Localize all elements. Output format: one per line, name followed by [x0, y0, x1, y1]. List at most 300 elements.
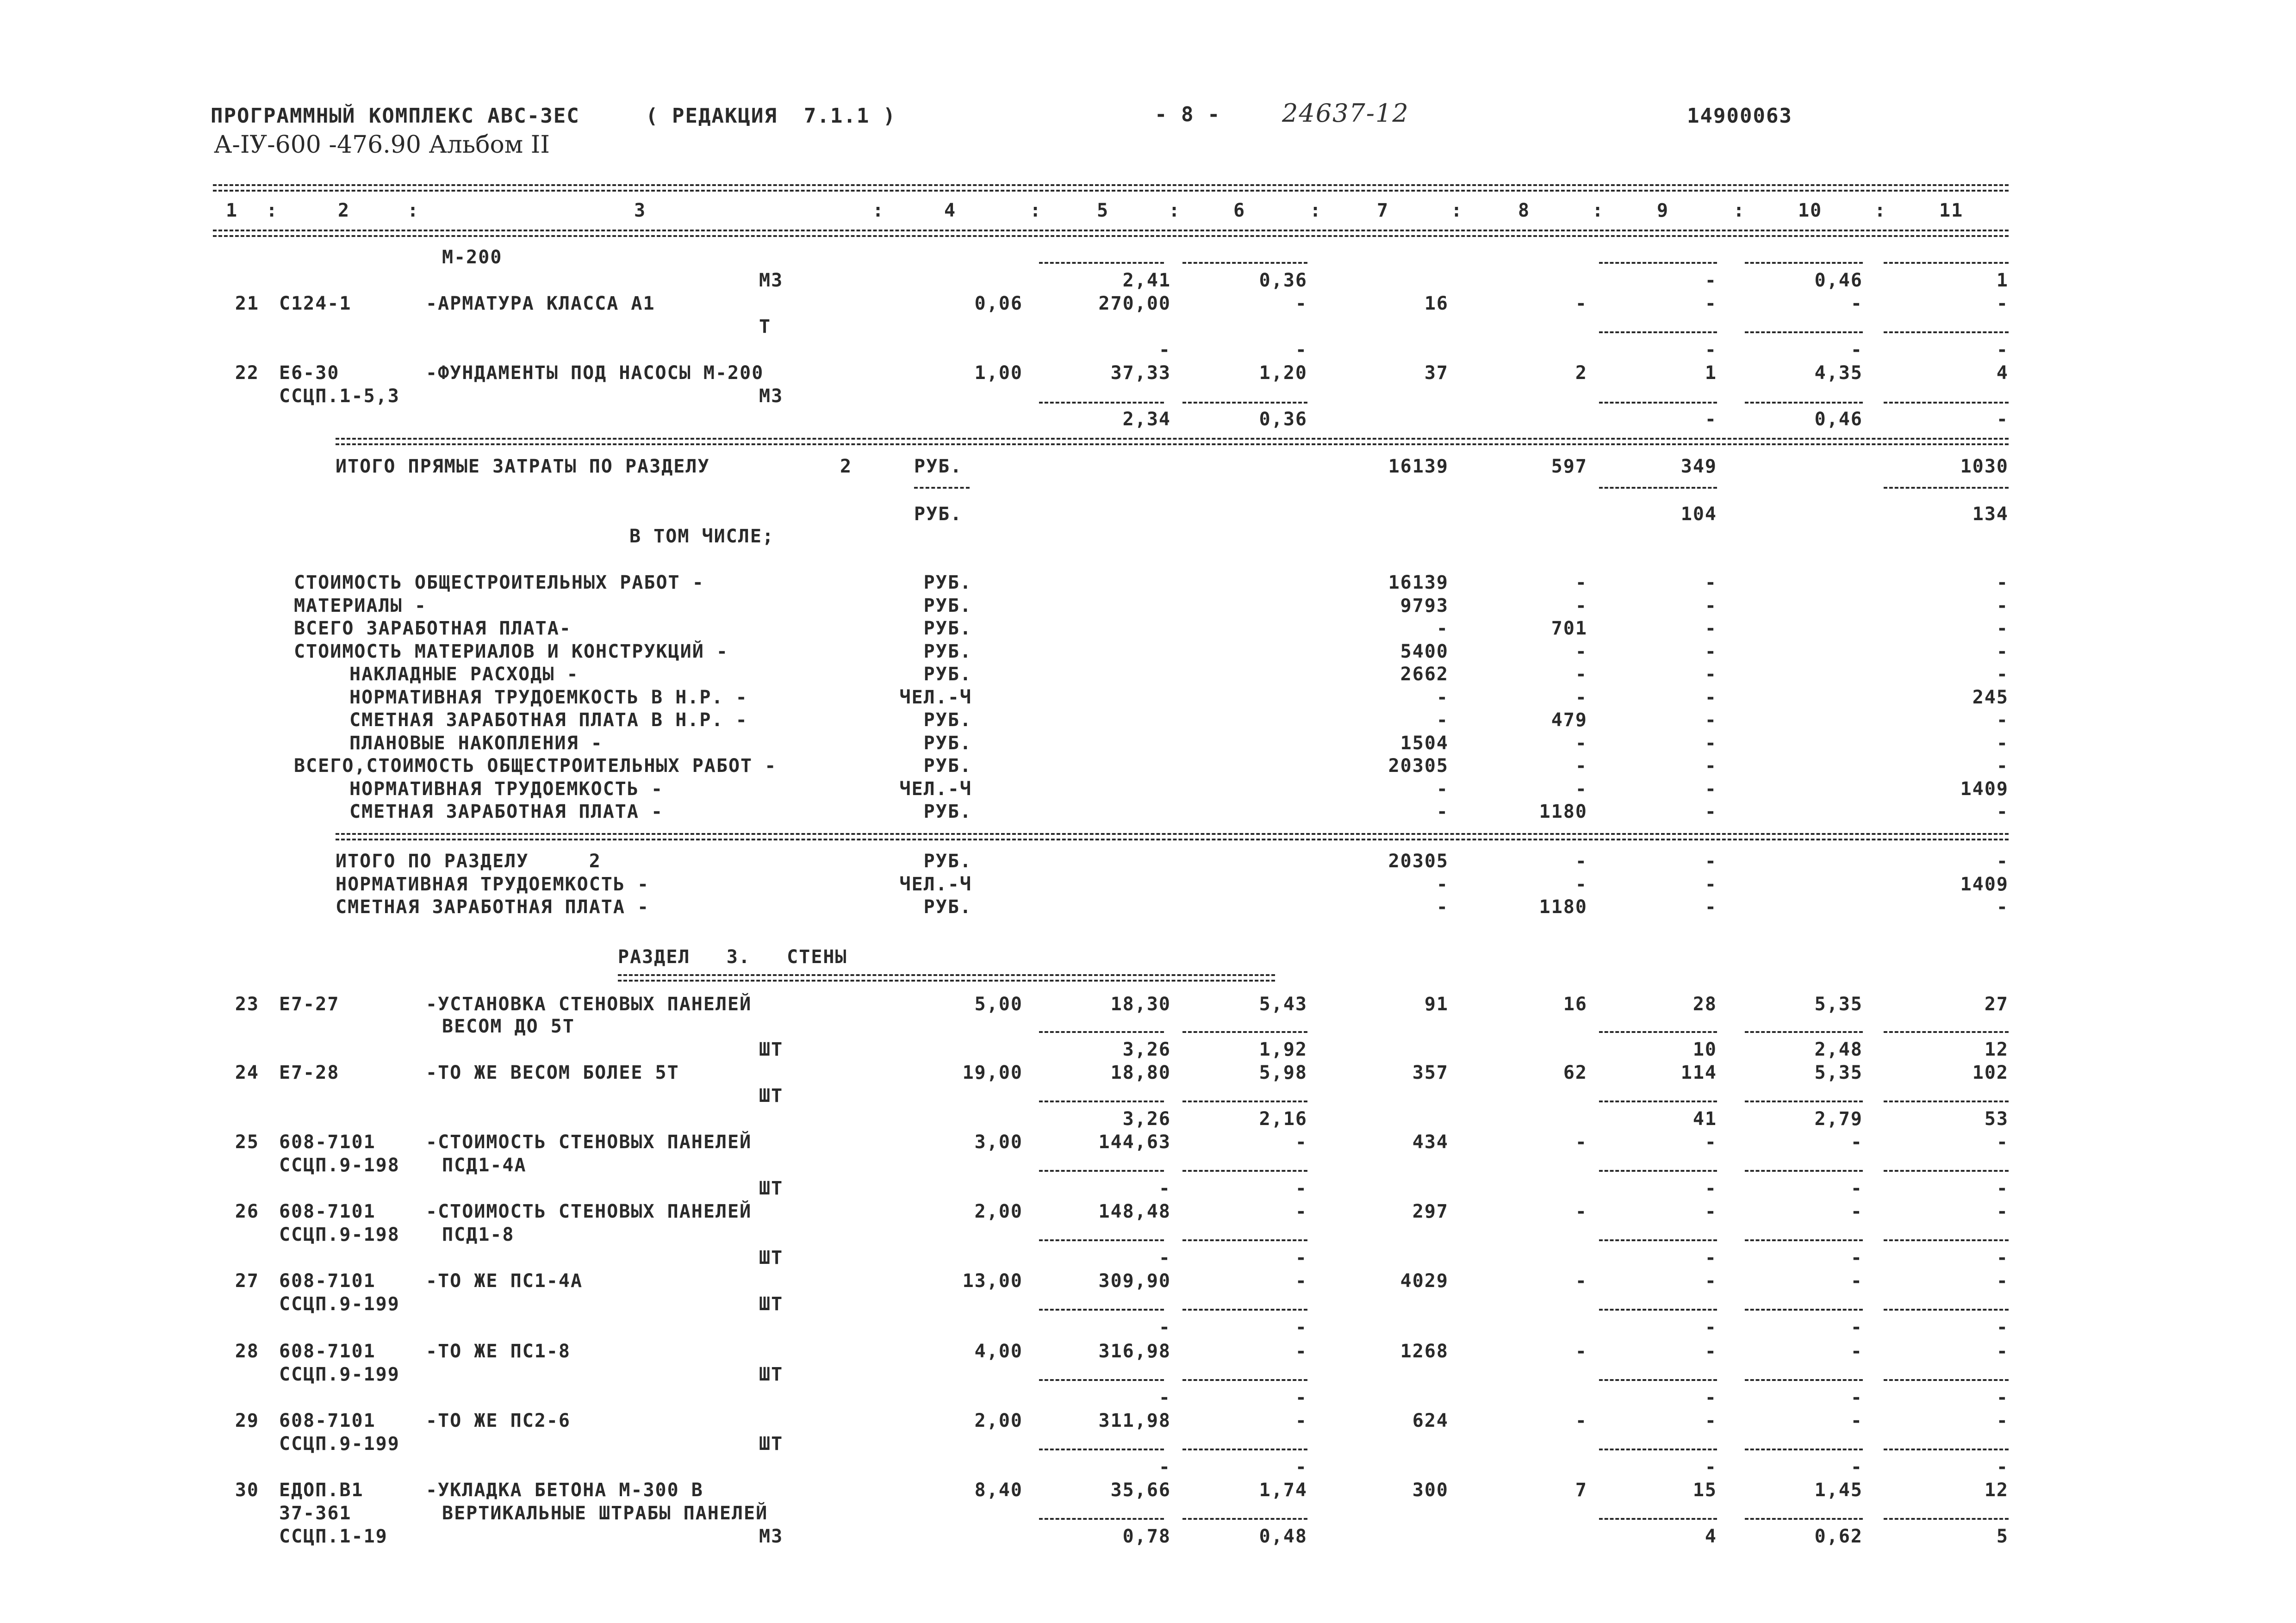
cell-c5: 0,78: [1122, 1526, 1171, 1547]
breakdown-col7: -: [1436, 801, 1449, 822]
column-number: 4: [944, 200, 957, 221]
cell-c7: 624: [1412, 1410, 1449, 1431]
cell-c11: -: [1996, 1247, 2009, 1269]
breakdown-col9: -: [1705, 640, 1717, 662]
breakdown-col11: 1409: [1960, 778, 2009, 800]
breakdown-unit: РУБ.: [923, 640, 972, 662]
cell-c11: -: [1996, 1178, 2009, 1199]
cell-c10: -: [1850, 1178, 1863, 1199]
cell-c9: -: [1705, 1317, 1717, 1338]
cell-c11: 4: [1996, 362, 2009, 384]
cell-c5: 18,80: [1110, 1062, 1171, 1083]
breakdown-unit: ЧЕЛ.-Ч: [899, 686, 972, 708]
cell-c7: 297: [1412, 1201, 1449, 1222]
cell-underline: [1884, 1170, 2009, 1172]
cell-c3: -ФУНДАМЕНТЫ ПОД НАСОСЫ М-200: [426, 362, 764, 384]
breakdown-label: СМЕТНАЯ ЗАРАБОТНАЯ ПЛАТА -: [349, 801, 664, 822]
cell-underline: [1599, 262, 1717, 264]
cell-c5: 2,41: [1122, 270, 1171, 291]
cell-c8: -: [1575, 1201, 1587, 1222]
breakdown-unit: РУБ.: [923, 595, 972, 616]
cell-c10: -: [1850, 1341, 1863, 1362]
breakdown-label: МАТЕРИАЛЫ -: [294, 595, 427, 616]
cell-c10: -: [1850, 1317, 1863, 1338]
document-code: 14900063: [1687, 104, 1792, 128]
cell-c9: -: [1705, 1201, 1717, 1222]
cell-c9: -: [1705, 293, 1717, 314]
breakdown-col8: -: [1575, 755, 1587, 777]
breakdown-col11: -: [1996, 709, 2009, 731]
breakdown-col7: 1504: [1400, 732, 1449, 754]
cell-c9: -: [1705, 1410, 1717, 1431]
cell-c6: -: [1295, 1270, 1307, 1292]
cell-c11: 27: [1984, 994, 2009, 1015]
section-total-rule: [336, 833, 2009, 840]
breakdown-col11: -: [1996, 618, 2009, 639]
cell-underline: [1884, 1239, 2009, 1241]
cell-c11: -: [1996, 339, 2009, 361]
cell-c1: 23: [235, 994, 259, 1015]
section-total-label: НОРМАТИВНАЯ ТРУДОЕМКОСТЬ -: [336, 873, 650, 895]
cell-c10: -: [1850, 1201, 1863, 1222]
cell-c8: -: [1575, 1410, 1587, 1431]
cell-underline: [1884, 402, 2009, 404]
breakdown-col8: -: [1575, 640, 1587, 662]
breakdown-col9: -: [1705, 664, 1717, 685]
cell-underline: [1599, 1518, 1717, 1520]
cell-c3: ШТ: [759, 1247, 784, 1269]
cell-c9: -: [1705, 409, 1717, 430]
cell-c5: -: [1158, 1317, 1171, 1338]
cell-c9: 10: [1692, 1039, 1717, 1060]
cell-c2: 608-7101: [279, 1410, 376, 1431]
section-total-label: ИТОГО ПО РАЗДЕЛУ 2: [336, 851, 601, 872]
cell-c8: 62: [1563, 1062, 1587, 1083]
cell-c9: -: [1705, 1456, 1717, 1478]
breakdown-col8: -: [1575, 572, 1587, 593]
cell-c3: -УКЛАДКА БЕТОНА М-300 В: [426, 1480, 703, 1501]
cell-c3: ШТ: [759, 1293, 784, 1315]
section-total-col7: -: [1436, 873, 1449, 895]
cell-c6: 0,48: [1259, 1526, 1307, 1547]
breakdown-label: СТОИМОСТЬ ОБЩЕСТРОИТЕЛЬНЫХ РАБОТ -: [294, 572, 704, 593]
cell-c11: 12: [1984, 1039, 2009, 1060]
cell-c9: -: [1705, 1178, 1717, 1199]
cell-c11: -: [1996, 1132, 2009, 1153]
cell-underline: [1599, 1101, 1717, 1102]
cell-underline: [1182, 1518, 1307, 1520]
cell-c3: М-200: [442, 247, 503, 268]
column-separator: :: [1169, 200, 1181, 221]
cell-c7: 434: [1412, 1132, 1449, 1153]
cell-c3: ШТ: [759, 1433, 784, 1455]
cell-c9: 41: [1692, 1108, 1717, 1130]
cell-underline: [1039, 1031, 1164, 1033]
subtotal-unit2: РУБ.: [914, 504, 963, 525]
cell-underline: [1599, 331, 1717, 333]
cell-c3: ШТ: [759, 1178, 784, 1199]
cell-underline: [1884, 262, 2009, 264]
cell-c10: -: [1850, 1270, 1863, 1292]
breakdown-unit: РУБ.: [923, 618, 972, 639]
subtotal-label: ИТОГО ПРЯМЫЕ ЗАТРАТЫ ПО РАЗДЕЛУ: [336, 456, 710, 477]
cell-underline: [1745, 1309, 1863, 1311]
cell-c5: -: [1158, 1456, 1171, 1478]
cell-c6: -: [1295, 1387, 1307, 1408]
breakdown-label: НОРМАТИВНАЯ ТРУДОЕМКОСТЬ В Н.Р. -: [349, 686, 748, 708]
cell-underline: [1182, 1031, 1307, 1033]
cell-c3: М3: [759, 270, 784, 291]
cell-c10: -: [1850, 339, 1863, 361]
cell-c3: ШТ: [759, 1085, 784, 1107]
cell-c10: -: [1850, 293, 1863, 314]
cell-c10: 0,46: [1814, 270, 1863, 291]
cell-c3: ШТ: [759, 1364, 784, 1385]
cell-c6: -: [1295, 1410, 1307, 1431]
breakdown-col11: 245: [1972, 686, 2009, 708]
breakdown-col7: 20305: [1388, 755, 1449, 777]
cell-underline: [1182, 402, 1307, 404]
cell-c3: Т: [759, 316, 772, 337]
breakdown-col8: -: [1575, 686, 1587, 708]
breakdown-col8: -: [1575, 778, 1587, 800]
subtotal-col8: 597: [1551, 456, 1587, 477]
cell-c10: -: [1850, 1456, 1863, 1478]
cell-c11: -: [1996, 1387, 2009, 1408]
cell-c4: 5,00: [974, 994, 1023, 1015]
cell-underline: [1039, 402, 1164, 404]
cell-c8: 16: [1563, 994, 1587, 1015]
cell-c11: 102: [1972, 1062, 2009, 1083]
cell-c5: 3,26: [1122, 1108, 1171, 1130]
cell-c2: ССЦП.9-199: [279, 1364, 400, 1385]
cell-c1: 30: [235, 1480, 259, 1501]
page-number: - 8 -: [1155, 103, 1221, 126]
cell-c4: 4,00: [974, 1341, 1023, 1362]
cell-underline: [1745, 1170, 1863, 1172]
cell-underline: [1039, 1101, 1164, 1102]
cell-c6: -: [1295, 1341, 1307, 1362]
cell-c10: -: [1850, 1247, 1863, 1269]
cell-underline: [1745, 331, 1863, 333]
breakdown-col8: 479: [1551, 709, 1587, 731]
cell-c6: -: [1295, 1317, 1307, 1338]
cell-c5: -: [1158, 1387, 1171, 1408]
cell-underline: [1599, 1449, 1717, 1450]
cell-underline: [1884, 1449, 2009, 1450]
column-number: 3: [634, 200, 647, 221]
section-total-col9: -: [1705, 873, 1717, 895]
cell-underline: [1745, 1101, 1863, 1102]
cell-c1: 29: [235, 1410, 259, 1431]
cell-c3: М3: [759, 386, 784, 407]
cell-c10: 1,45: [1814, 1480, 1863, 1501]
breakdown-unit: РУБ.: [923, 572, 972, 593]
cell-c6: -: [1295, 1132, 1307, 1153]
breakdown-col9: -: [1705, 755, 1717, 777]
cell-c2: Е6-30: [279, 362, 340, 384]
cell-underline: [1182, 1239, 1307, 1241]
cell-c9: -: [1705, 1270, 1717, 1292]
cell-c3: -СТОИМОСТЬ СТЕНОВЫХ ПАНЕЛЕЙ: [426, 1132, 752, 1153]
cell-c4: 1,00: [974, 362, 1023, 384]
cell-underline: [1182, 1379, 1307, 1381]
column-number: 1: [226, 200, 238, 221]
cell-c11: -: [1996, 1201, 2009, 1222]
cell-c3: -АРМАТУРА КЛАССА А1: [426, 293, 655, 314]
section-total-col8: 1180: [1539, 896, 1587, 918]
breakdown-col9: -: [1705, 595, 1717, 616]
cell-c6: 2,16: [1259, 1108, 1307, 1130]
cell-c6: 0,36: [1259, 409, 1307, 430]
section-total-col7: -: [1436, 896, 1449, 918]
breakdown-label: СМЕТНАЯ ЗАРАБОТНАЯ ПЛАТА В Н.Р. -: [349, 709, 748, 731]
cell-c9: -: [1705, 270, 1717, 291]
subtotal-section: 2: [840, 456, 852, 477]
cell-c1: 22: [235, 362, 259, 384]
breakdown-col8: 701: [1551, 618, 1587, 639]
cell-c3: ПСД1-8: [442, 1224, 515, 1245]
breakdown-col9: -: [1705, 572, 1717, 593]
cell-c9: -: [1705, 1247, 1717, 1269]
breakdown-col8: -: [1575, 595, 1587, 616]
cell-underline: [1039, 1518, 1164, 1520]
cell-c5: 148,48: [1098, 1201, 1171, 1222]
cell-c10: 2,79: [1814, 1108, 1863, 1130]
section-total-col8: -: [1575, 851, 1587, 872]
cell-c7: 91: [1424, 994, 1449, 1015]
breakdown-col9: -: [1705, 709, 1717, 731]
column-number: 7: [1377, 200, 1389, 221]
cell-c6: -: [1295, 1456, 1307, 1478]
cell-underline: [1884, 1379, 2009, 1381]
cell-c5: 270,00: [1098, 293, 1171, 314]
cell-c3: ВЕСОМ ДО 5Т: [442, 1016, 575, 1037]
cell-underline: [1599, 1379, 1717, 1381]
cell-c10: 0,62: [1814, 1526, 1863, 1547]
cell-c2: ССЦП.1-19: [279, 1526, 388, 1547]
breakdown-col8: -: [1575, 732, 1587, 754]
cell-underline: [1039, 1239, 1164, 1241]
cell-c3: -ТО ЖЕ ПС2-6: [426, 1410, 571, 1431]
cell-c8: -: [1575, 1270, 1587, 1292]
cell-c2: 608-7101: [279, 1132, 376, 1153]
cell-c6: 1,92: [1259, 1039, 1307, 1060]
cell-c11: -: [1996, 409, 2009, 430]
table-top-rule: [213, 184, 2009, 192]
column-separator: :: [407, 200, 420, 221]
breakdown-col9: -: [1705, 618, 1717, 639]
cell-c6: 5,98: [1259, 1062, 1307, 1083]
breakdown-col7: -: [1436, 778, 1449, 800]
section-total-col9: -: [1705, 851, 1717, 872]
cell-c11: -: [1996, 1456, 2009, 1478]
cell-c5: 3,26: [1122, 1039, 1171, 1060]
subtotal-top-rule: [336, 438, 2009, 445]
section-total-unit: РУБ.: [923, 896, 972, 918]
cell-c10: -: [1850, 1410, 1863, 1431]
cell-c3: -СТОИМОСТЬ СТЕНОВЫХ ПАНЕЛЕЙ: [426, 1201, 752, 1222]
cell-c1: 24: [235, 1062, 259, 1083]
cell-c2: ССЦП.9-198: [279, 1155, 400, 1176]
breakdown-col11: -: [1996, 755, 2009, 777]
section-total-col11: -: [1996, 896, 2009, 918]
cell-c2: Е7-28: [279, 1062, 340, 1083]
cell-c2: ССЦП.9-198: [279, 1224, 400, 1245]
cell-c2: ССЦП.9-199: [279, 1433, 400, 1455]
cell-c5: -: [1158, 1178, 1171, 1199]
breakdown-label: ВСЕГО,СТОИМОСТЬ ОБЩЕСТРОИТЕЛЬНЫХ РАБОТ -: [294, 755, 777, 777]
subtotal-col11: 1030: [1960, 456, 2009, 477]
section-total-col9: -: [1705, 896, 1717, 918]
subtotal-col11-underline: [1884, 487, 2009, 489]
cell-underline: [1745, 1379, 1863, 1381]
cell-c6: 1,74: [1259, 1480, 1307, 1501]
breakdown-col7: 9793: [1400, 595, 1449, 616]
cell-c1: 21: [235, 293, 259, 314]
column-separator: :: [1874, 200, 1887, 221]
cell-c7: 16: [1424, 293, 1449, 314]
cell-c3: ВЕРТИКАЛЬНЫЕ ШТРАБЫ ПАНЕЛЕЙ: [442, 1503, 768, 1524]
breakdown-unit: ЧЕЛ.-Ч: [899, 778, 972, 800]
cell-c7: 300: [1412, 1480, 1449, 1501]
breakdown-col9: -: [1705, 801, 1717, 822]
cell-c6: -: [1295, 293, 1307, 314]
including-label: В ТОМ ЧИСЛЕ;: [629, 526, 774, 547]
cell-underline: [1745, 1518, 1863, 1520]
cell-c8: -: [1575, 293, 1587, 314]
cell-c10: 2,48: [1814, 1039, 1863, 1060]
cell-c6: -: [1295, 1201, 1307, 1222]
cell-c4: 0,06: [974, 293, 1023, 314]
breakdown-unit: РУБ.: [923, 755, 972, 777]
album-title: А-IУ-600 -476.90 Альбом II: [214, 131, 550, 159]
cell-c6: -: [1295, 1247, 1307, 1269]
cell-underline: [1599, 1031, 1717, 1033]
subtotal-col9: 349: [1680, 456, 1717, 477]
cell-c7: 1268: [1400, 1341, 1449, 1362]
cell-underline: [1182, 1309, 1307, 1311]
cell-c10: -: [1850, 1132, 1863, 1153]
subtotal-col9-underline: [1599, 487, 1717, 489]
cell-c9: -: [1705, 1387, 1717, 1408]
cell-c11: 1: [1996, 270, 2009, 291]
cell-underline: [1884, 1101, 2009, 1102]
cell-c7: 4029: [1400, 1270, 1449, 1292]
cell-underline: [1599, 1170, 1717, 1172]
cell-c4: 2,00: [974, 1201, 1023, 1222]
cell-underline: [1745, 262, 1863, 264]
cell-c9: -: [1705, 1132, 1717, 1153]
cell-c9: 1: [1705, 362, 1717, 384]
edition: ( РЕДАКЦИЯ 7.1.1 ): [646, 104, 896, 128]
breakdown-col9: -: [1705, 686, 1717, 708]
cell-c9: 4: [1705, 1526, 1717, 1547]
column-number: 2: [338, 200, 350, 221]
cell-c10: 5,35: [1814, 1062, 1863, 1083]
cell-c6: 0,36: [1259, 270, 1307, 291]
cell-c7: 37: [1424, 362, 1449, 384]
column-number: 11: [1939, 200, 1964, 221]
cell-c7: 357: [1412, 1062, 1449, 1083]
cell-c4: 8,40: [974, 1480, 1023, 1501]
section-total-col11: -: [1996, 851, 2009, 872]
breakdown-col11: -: [1996, 732, 2009, 754]
breakdown-unit: РУБ.: [923, 732, 972, 754]
cell-c6: 5,43: [1259, 994, 1307, 1015]
cell-c5: 35,66: [1110, 1480, 1171, 1501]
cell-c6: -: [1295, 1178, 1307, 1199]
cell-c3: -УСТАНОВКА СТЕНОВЫХ ПАНЕЛЕЙ: [426, 994, 752, 1015]
subtotal-col7: 16139: [1388, 456, 1449, 477]
cell-c1: 28: [235, 1341, 259, 1362]
cell-underline: [1745, 402, 1863, 404]
cell-c10: 5,35: [1814, 994, 1863, 1015]
breakdown-col7: 5400: [1400, 640, 1449, 662]
breakdown-label: ВСЕГО ЗАРАБОТНАЯ ПЛАТА-: [294, 618, 572, 639]
cell-c3: ШТ: [759, 1039, 784, 1060]
cell-c2: 608-7101: [279, 1201, 376, 1222]
section-total-col11: 1409: [1960, 873, 2009, 895]
cell-c9: -: [1705, 1341, 1717, 1362]
cell-underline: [1745, 1031, 1863, 1033]
cell-c4: 13,00: [962, 1270, 1023, 1292]
cell-underline: [1745, 1239, 1863, 1241]
cell-c11: 12: [1984, 1480, 2009, 1501]
section-total-label: СМЕТНАЯ ЗАРАБОТНАЯ ПЛАТА -: [336, 896, 650, 918]
program-name: ПРОГРАММНЫЙ КОМПЛЕКС АВС-3ЕС: [211, 104, 580, 128]
cell-c11: -: [1996, 293, 2009, 314]
column-number: 10: [1798, 200, 1823, 221]
breakdown-unit: РУБ.: [923, 801, 972, 822]
section-total-unit: РУБ.: [923, 851, 972, 872]
cell-underline: [1884, 1309, 2009, 1311]
cell-c4: 3,00: [974, 1132, 1023, 1153]
cell-c8: -: [1575, 1341, 1587, 1362]
cell-underline: [1599, 1309, 1717, 1311]
breakdown-col7: -: [1436, 618, 1449, 639]
cell-underline: [1039, 262, 1164, 264]
cell-underline: [1182, 1449, 1307, 1450]
section-3-title: РАЗДЕЛ 3. СТЕНЫ: [618, 946, 847, 968]
cell-c2: 37-361: [279, 1503, 352, 1524]
cell-c9: -: [1705, 339, 1717, 361]
cell-c5: 316,98: [1098, 1341, 1171, 1362]
cell-c11: -: [1996, 1410, 2009, 1431]
breakdown-col11: -: [1996, 595, 2009, 616]
cell-c2: С124-1: [279, 293, 352, 314]
cell-c11: -: [1996, 1317, 2009, 1338]
cell-c1: 25: [235, 1132, 259, 1153]
breakdown-label: НОРМАТИВНАЯ ТРУДОЕМКОСТЬ -: [349, 778, 664, 800]
cell-underline: [1884, 1518, 2009, 1520]
breakdown-col11: -: [1996, 801, 2009, 822]
cell-underline: [1884, 1031, 2009, 1033]
column-separator: :: [872, 200, 885, 221]
handwritten-number: 24637-12: [1282, 99, 1409, 128]
subtotal-unit: РУБ.: [914, 456, 963, 477]
column-separator: :: [1733, 200, 1746, 221]
subtotal-col9b: 104: [1680, 504, 1717, 525]
cell-c2: Е7-27: [279, 994, 340, 1015]
cell-c8: 2: [1575, 362, 1587, 384]
section-total-col7: 20305: [1388, 851, 1449, 872]
cell-c5: 37,33: [1110, 362, 1171, 384]
cell-c4: 19,00: [962, 1062, 1023, 1083]
cell-c5: 2,34: [1122, 409, 1171, 430]
cell-underline: [1039, 1449, 1164, 1450]
cell-c9: 15: [1692, 1480, 1717, 1501]
